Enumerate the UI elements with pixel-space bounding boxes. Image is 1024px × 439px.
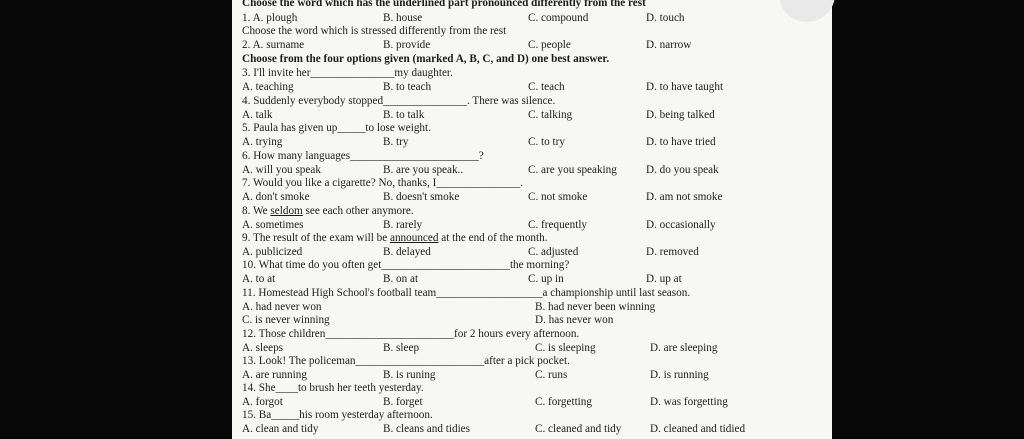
question-15-stem: 15. Ba_____his room yesterday afternoon.: [242, 409, 433, 421]
q5-option-a: A. trying: [242, 136, 283, 148]
q12-option-d: D. are sleeping: [650, 342, 718, 354]
option-d: D. narrow: [646, 39, 692, 51]
question-14-stem: 14. She____to brush her teeth yesterday.: [242, 382, 424, 394]
q9-option-c: C. adjusted: [528, 246, 579, 258]
question-11-stem: 11. Homestead High School's football team___________________a championship until last season.: [242, 287, 691, 299]
stem-text: see each other anymore.: [302, 205, 414, 217]
q7-option-d: D. am not smoke: [646, 191, 723, 203]
option-b: B. house: [383, 12, 423, 24]
q7-option-a: A. don't smoke: [242, 191, 310, 203]
question-7-stem: 7. Would you like a cigarette? No, thanks, I_______________.: [242, 177, 524, 189]
stem-text: 8. We: [242, 205, 271, 217]
q6-option-c: C. are you speaking: [528, 164, 617, 176]
question-6-stem: 6. How many languages_______________________?: [242, 150, 484, 162]
q7-option-b: B. doesn't smoke: [383, 191, 460, 203]
q12-option-c: C. is sleeping: [535, 342, 596, 354]
q6-option-d: D. do you speak: [646, 164, 719, 176]
q6-option-b: B. are you speak..: [383, 164, 464, 176]
section-heading-pronunciation: Choose the word which has the underlined part pronounced differently from the rest: [242, 0, 646, 9]
q11-option-a: A. had never won: [242, 301, 322, 313]
q9-option-b: B. delayed: [383, 246, 431, 258]
q14-option-a: A. forgot: [242, 396, 283, 408]
q3-option-b: B. to teach: [383, 81, 432, 93]
q15-option-d: D. cleaned and tidied: [650, 423, 746, 435]
section-heading-best-answer: Choose from the four options given (marked A, B, C, and D) one best answer.: [242, 53, 610, 65]
q8-option-d: D. occasionally: [646, 219, 716, 231]
q8-option-b: B. rarely: [383, 219, 423, 231]
q14-option-c: C. forgetting: [535, 396, 592, 408]
option-d: D. touch: [646, 12, 685, 24]
q14-option-d: D. was forgetting: [650, 396, 728, 408]
q12-option-a: A. sleeps: [242, 342, 284, 354]
q13-option-b: B. is runing: [383, 369, 436, 381]
section-heading-stress: Choose the word which is stressed differently from the rest: [242, 25, 507, 37]
q9-option-a: A. publicized: [242, 246, 303, 258]
q12-option-b: B. sleep: [383, 342, 420, 354]
q9-option-d: D. removed: [646, 246, 699, 258]
q11-option-b: B. had never been winning: [535, 301, 656, 313]
question-8-stem: [242, 205, 414, 217]
q10-option-b: B. on at: [383, 273, 419, 285]
q10-option-a: A. to at: [242, 273, 276, 285]
question-number: 2.: [242, 39, 251, 51]
question-12-stem: 12. Those children_______________________for 2 hours every afternoon.: [242, 328, 580, 340]
question-4-stem: 4. Suddenly everybody stopped_______________. There was silence.: [242, 95, 556, 107]
q5-option-d: D. to have tried: [646, 136, 716, 148]
stem-text: 9. The result of the exam will be: [242, 232, 390, 244]
q15-option-a: A. clean and tidy: [242, 423, 319, 435]
q11-option-d: D. has never won: [535, 314, 614, 326]
q4-option-b: B. to talk: [383, 109, 425, 121]
q15-option-b: B. cleans and tidies: [383, 423, 470, 435]
question-1: [242, 12, 297, 24]
q13-option-a: A. are running: [242, 369, 307, 381]
question-10-stem: 10. What time do you often get_______________________the morning?: [242, 259, 570, 271]
q13-option-d: D. is running: [650, 369, 709, 381]
q14-option-b: B. forget: [383, 396, 423, 408]
q11-option-c: C. is never winning: [242, 314, 330, 326]
option-b: B. provide: [383, 39, 431, 51]
option-a: A. plough: [252, 12, 298, 24]
q5-option-b: B. try: [383, 136, 409, 148]
question-9-stem: [242, 232, 548, 244]
q6-option-a: A. will you speak: [242, 164, 321, 176]
underlined-word: announced: [390, 232, 439, 244]
q8-option-c: C. frequently: [528, 219, 588, 231]
underlined-word: seldom: [270, 205, 303, 217]
option-c: C. people: [528, 39, 571, 51]
q8-option-a: A. sometimes: [242, 219, 304, 231]
question-2: [242, 39, 304, 51]
question-number: 1.: [242, 12, 251, 24]
q3-option-a: A. teaching: [242, 81, 294, 93]
q10-option-c: C. up in: [528, 273, 564, 285]
q7-option-c: C. not smoke: [528, 191, 588, 203]
q4-option-a: A. talk: [242, 109, 273, 121]
q4-option-d: D. being talked: [646, 109, 715, 121]
q10-option-d: D. up at: [646, 273, 682, 285]
worksheet-page: [232, 0, 832, 439]
stem-text: at the end of the month.: [438, 232, 548, 244]
question-13-stem: 13. Look! The policeman_______________________after a pick pocket.: [242, 355, 570, 367]
question-5-stem: 5. Paula has given up_____to lose weight.: [242, 122, 431, 134]
q3-option-d: D. to have taught: [646, 81, 724, 93]
question-3-stem: 3. I'll invite her_______________my daughter.: [242, 67, 453, 79]
option-a: A. surname: [252, 39, 305, 51]
q13-option-c: C. runs: [535, 369, 568, 381]
q5-option-c: C. to try: [528, 136, 565, 148]
q15-option-c: C. cleaned and tidy: [535, 423, 622, 435]
option-c: C. compound: [528, 12, 589, 24]
q4-option-c: C. talking: [528, 109, 573, 121]
q3-option-c: C. teach: [528, 81, 565, 93]
